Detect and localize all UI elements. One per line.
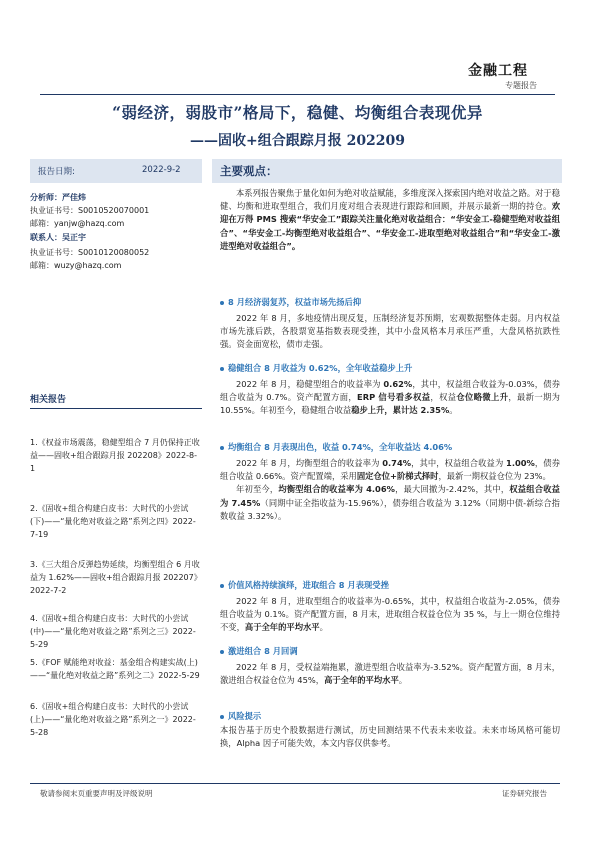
related-divider [30,408,202,409]
contact-name: 联系人：吴正宇 [30,233,86,242]
related-report-item[interactable]: 5.《FOF 赋能绝对收益：基金组合构建实战(上)——“量化绝对收益之路”系列之二》2022-5-29 [30,658,200,681]
bullet-icon [220,446,224,450]
section-text-radical: 2022 年 8 月，受权益端拖累，激进型组合收益率为-3.52%。资产配置方面，8 月末，激进组合权益仓位为 45%，高于全年的平均水平。 [220,662,560,686]
bullet-icon [220,584,224,588]
brand-name: 金融工程 [468,63,528,79]
analyst-email[interactable]: 邮箱：yanjw@hazq.com [30,219,125,228]
report-title: “弱经济，弱股市”格局下，稳健、均衡组合表现优异 [112,103,483,122]
footer-divider [30,783,560,784]
report-subtitle: ——固收+组合跟踪月报 202209 [189,133,406,149]
intro-paragraph: 本系列报告聚焦于量化如何为绝对收益赋能，多维度深入探索国内绝对收益之路。对于稳健、均衡和进取型组合，我们月度对组合表现进行跟踪和回顾，并展示最新一期的持仓。欢迎在万得 PMS 搜索“华安金工”跟踪关注量化绝对收益组合：“华安金工-稳健型绝对收益组合”、“华安金工-均衡型绝对收益组合”、“华安金工-进取型绝对收益组合”和“华安金工-激进型绝对收益组合”。 [220,188,560,251]
bullet-icon [220,650,224,654]
report-date-value: 2022-9-2 [142,165,181,175]
key-points-band [212,159,562,183]
section-text-economy: 2022 年 8 月，多地疫情出现反复，压制经济复苏预期，宏观数据整体走弱。月内权益市场先涨后跌，各股票宽基指数表现受挫，其中小盘风格本月承压严重，大盘风格抗跌性强。资金面宽松，债市走强。 [220,313,560,350]
related-report-item[interactable]: 1.《权益市场震荡，稳健型组合 7 月仍保持正收益——固收+组合跟踪月报 202208》2022-8-1 [30,438,200,474]
analyst-name: 分析师：严佳炜 [30,193,86,202]
related-reports-title: 相关报告 [30,395,67,405]
section-text-stable: 2022 年 8 月，稳健型组合的收益率为 0.62%，其中，权益组合收益为-0.03%，债券组合收益为 0.7%。资产配置方面，ERP 信号看多权益，权益仓位略微上升，最新一期为 10.55%。年初至今，稳健组合收益稳步上升，累计达 2.35%。 [220,379,560,416]
contact-email[interactable]: 邮箱：wuzy@hazq.com [30,261,122,270]
intro-bold: 欢迎在万得 PMS 搜索“华安金工”跟踪关注量化绝对收益组合：“华安金工-稳健型绝对收益组合”、“华安金工-均衡型绝对收益组合”、“华安金工-进取型绝对收益组合”和“华安金工-激进型绝对收益组合”。 [220,201,560,251]
footer-disclaimer: 敬请参阅末页重要声明及评级说明 [40,789,153,798]
analyst-cert: 执业证书号：S0010520070001 [30,206,150,215]
related-report-item[interactable]: 2.《固收+组合构建白皮书：大时代的小尝试(下)——“量化绝对收益之路”系列之四》2022-7-19 [30,504,196,540]
section-title-balanced: 均衡组合 8 月表现出色，收益 0.74%，全年收益达 4.06% [220,441,560,453]
section-title-aggressive: 价值风格持续演绎，进取组合 8 月表现受挫 [220,579,560,591]
section-text-risk: 本报告基于历史个股数据进行测试，历史回测结果不代表未来收益。未来市场风格可能切换，Alpha 因子可能失效，本文内容仅供参考。 [220,725,560,749]
bullet-icon [220,715,224,719]
related-report-item[interactable]: 4.《固收+组合构建白皮书：大时代的小尝试(中)——“量化绝对收益之路”系列之三》2022-5-29 [30,614,196,650]
section-title-economy: 8 月经济弱复苏，权益市场先扬后抑 [220,296,560,308]
related-report-item[interactable]: 3.《三大组合反弹趋势延续，均衡型组合 6 月收益为 1.62%——固收+组合跟踪月报 202207》2022-7-2 [30,560,202,596]
related-report-item[interactable]: 6.《固收+组合构建白皮书：大时代的小尝试(上)——“量化绝对收益之路”系列之一》2022-5-28 [30,702,196,738]
contact-cert: 执业证书号：S0010120080052 [30,248,150,257]
report-type: 专题报告 [505,81,537,90]
report-date-band [30,159,202,183]
key-points-heading: 主要观点： [220,164,278,178]
section-title-risk: 风险提示 [220,710,560,722]
section-text-aggressive: 2022 年 8 月，进取型组合的收益率为-0.65%，其中，权益组合收益为-2.05%，债券组合收益为 0.1%。资产配置方面，8 月末，进取组合权益仓位为 35 %，与上一期仓位维持不变，高于全年的平均水平。 [220,596,560,633]
header-divider [40,94,555,95]
report-date-label: 报告日期: [38,167,75,177]
bullet-icon [220,367,224,371]
section-text-balanced: 2022 年 8 月，均衡型组合的收益率为 0.74%，其中，权益组合收益为 1.00%，债券组合收益 0.66%。资产配置端，采用固定仓位+阶梯式择时，最新一期权益仓位为 23%。 年初至今，均衡型组合的收益率为 4.06%，最大回撤为-2.42%，其中，权益组合收益为 7.45%（同期中证全指收益为-15.96%），债券组合收益为 3.12%（同期中债-新综合指数收益 3.32%）。 [220,458,560,521]
section-title-stable: 稳健组合 8 月收益为 0.62%，全年收益稳步上升 [220,362,560,374]
footer-report-label: 证券研究报告 [502,789,547,798]
bullet-icon [220,301,224,305]
section-title-radical: 激进组合 8 月回调 [220,645,560,657]
